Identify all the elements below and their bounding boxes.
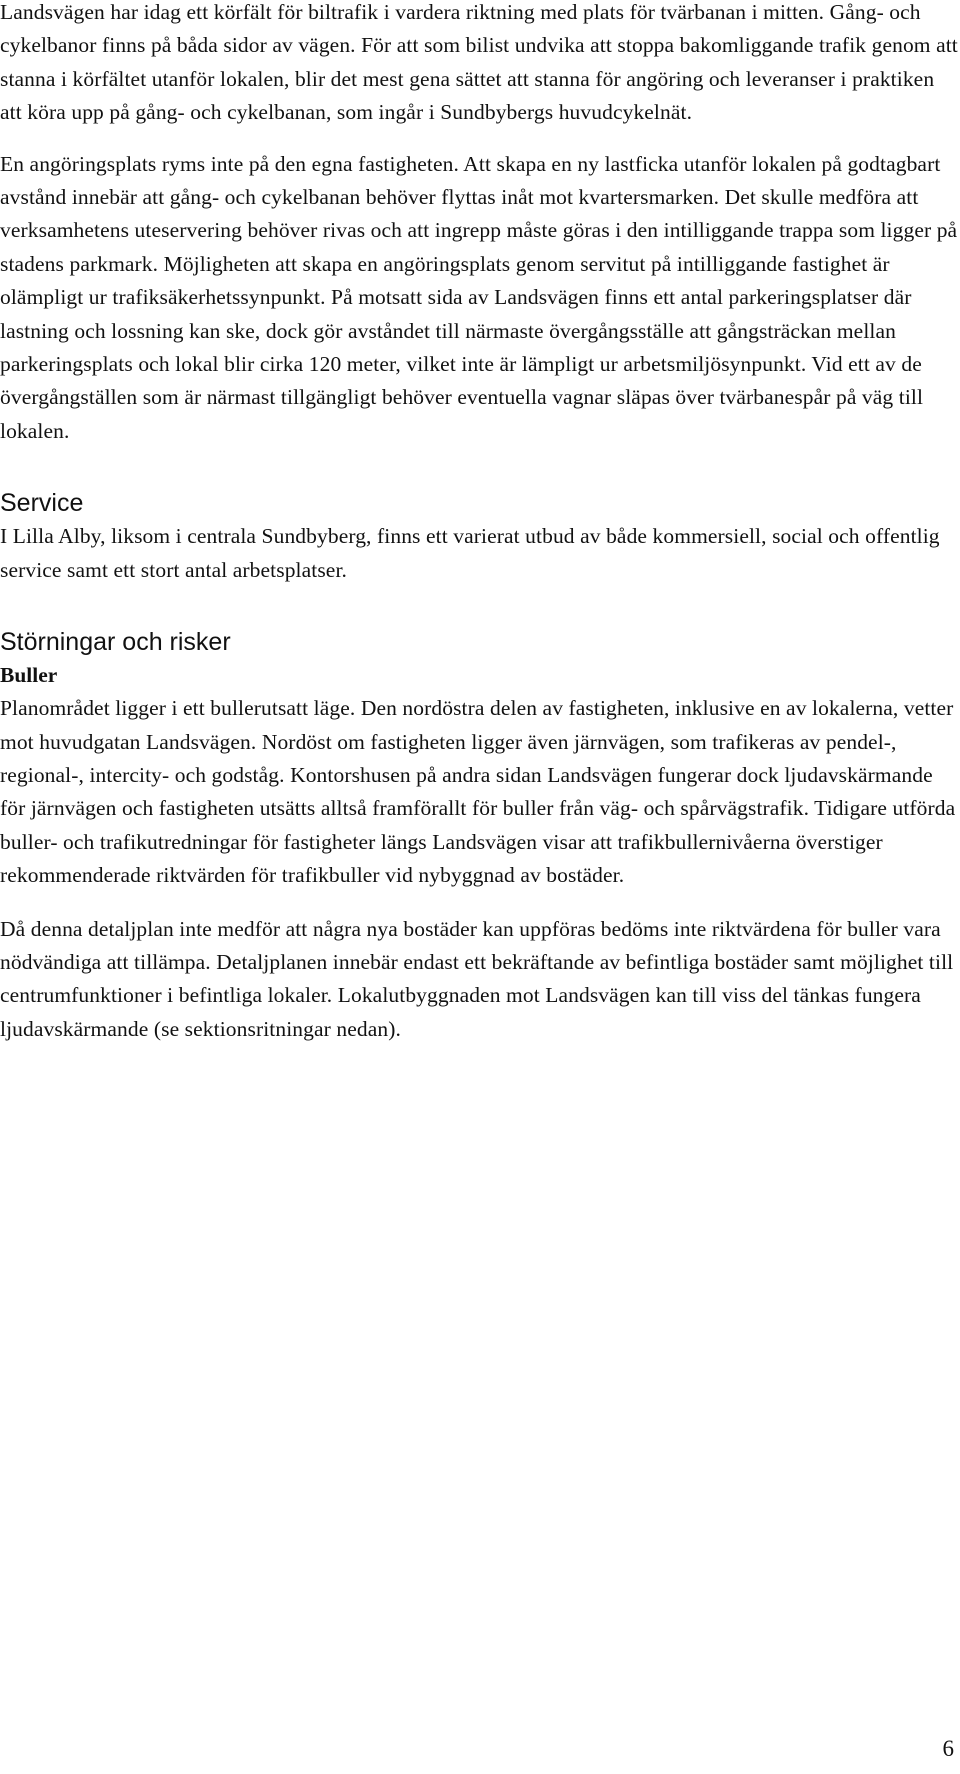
subsection-heading-buller: Buller xyxy=(0,663,58,688)
paragraph-landsvagen-traffic: Landsvägen har idag ett körfält för biltrafik i vardera riktning med plats för tvärbanan i mitten. Gång- och cykelbanor finns på båda sidor av vägen. För att som bilist undvika att stoppa bakomliggande trafik genom att stanna i körfältet utanför lokalen, blir det mest gena sättet att stanna för angöring och leveranser i praktiken att köra upp på gång- och cykelbanan, som ingår i Sundbybergs huvudcykelnät. xyxy=(0,0,958,125)
paragraph-detaljplan: Då denna detaljplan inte medför att några nya bostäder kan uppföras bedöms inte riktvärdena för buller vara nödvändiga att tillämpa. Detaljplanen innebär endast ett bekräftande av befintliga bostäder samt möjlighet till centrumfunktioner i befintliga lokaler. Lokalutbyggnaden mot Landsvägen kan till viss del tänkas fungera ljudavskärmande (se sektionsritningar nedan). xyxy=(0,916,954,1041)
paragraph-service: I Lilla Alby, liksom i centrala Sundbyberg, finns ett varierat utbud av både kommersiell, social och offentlig service samt ett stort antal arbetsplatser. xyxy=(0,524,940,582)
page-number: 6 xyxy=(942,1736,954,1761)
section-spacer xyxy=(0,587,958,625)
paragraph-spacer xyxy=(0,893,958,913)
section-spacer xyxy=(0,448,958,486)
paragraph-angoringsplats: En angöringsplats ryms inte på den egna fastigheten. Att skapa en ny lastficka utanför lokalen på godtagbart avstånd innebär att gång- och cykelbanan behöver flyttas inåt mot kvartersmarken. Det skulle medföra att verksamhetens uteservering behöver rivas och att ingrepp måste göras i den intilliggande trappa som ligger på stadens parkmark. Möjligheten att skapa en angöringsplats genom servitut på intilliggande fastighet är olämpligt ur trafiksäkerhetssynpunkt. På motsatt sida av Landsvägen finns ett antal parkeringsplatser där lastning och lossning kan ske, dock gör avståndet till närmaste övergångsställe att gångsträckan mellan parkeringsplats och lokal blir cirka 120 meter, vilket inte är lämpligt ur arbetsmiljösynpunkt. Vid ett av de övergångställen som är närmast tillgängligt behöver eventuella vagnar släpas över tvärbanespår på väg till lokalen. xyxy=(0,151,958,443)
paragraph-buller: Planområdet ligger i ett bullerutsatt läge. Den nordöstra delen av fastigheten, inklusive en av lokalerna, vetter mot huvudgatan Landsvägen. Nordöst om fastigheten ligger även järnvägen, som trafikeras av pendel-, regional-, intercity- och godståg. Kontorshusen på andra sidan Landsvägen fungerar dock ljudavskärmande för järnvägen och fastigheten utsätts alltså framförallt för buller från väg- och spårvägstrafik. Tidigare utförda buller- och trafikutredningar för fastigheter längs Landsvägen visar att trafikbullernivåerna överstiger rekommenderade riktvärden för trafikbuller vid nybyggnad av bostäder. xyxy=(0,696,956,888)
paragraph-spacer xyxy=(0,130,958,148)
section-heading-service: Service xyxy=(0,489,84,518)
section-heading-risks: Störningar och risker xyxy=(0,628,231,657)
